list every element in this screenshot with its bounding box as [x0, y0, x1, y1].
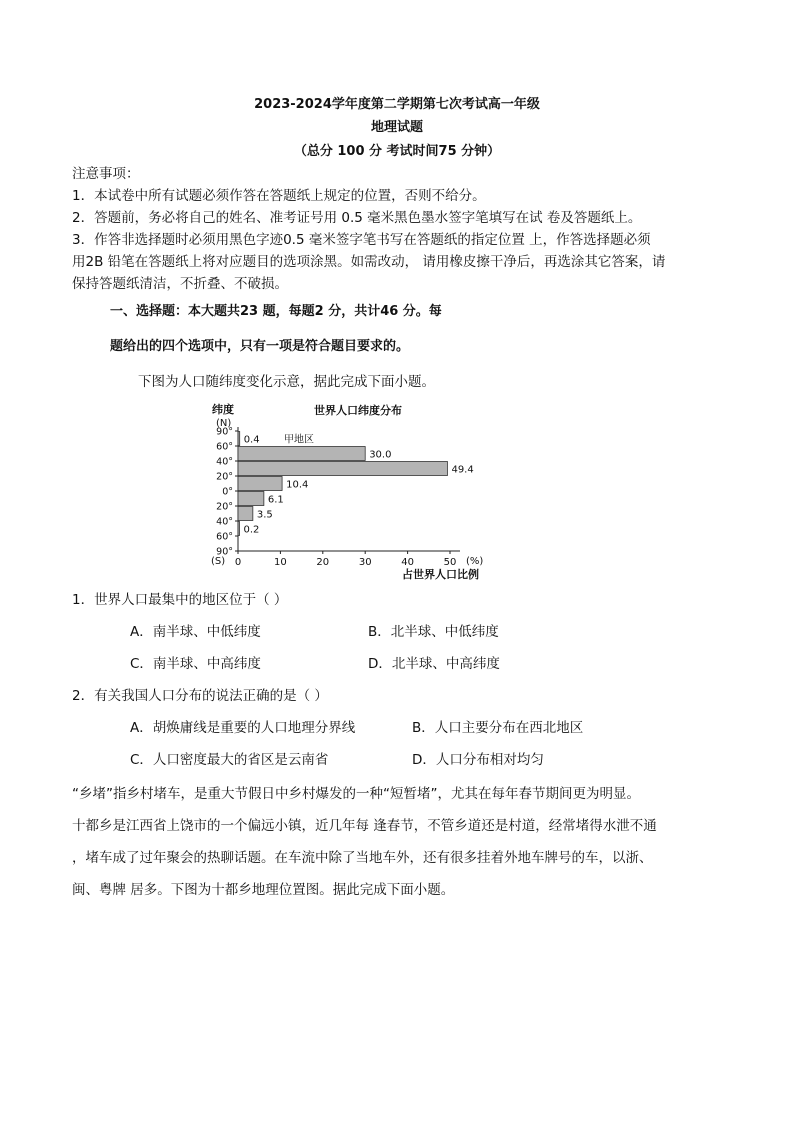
- passage-line: ，堵车成了过年聚会的热聊话题。在车流中除了当地车外，还有很多挂着外地车牌号的车，以浙、: [72, 850, 653, 866]
- question-2-option-b[interactable]: B．人口主要分布在西北地区: [412, 720, 584, 736]
- passage-line: “乡堵”指乡村堵车，是重大节假日中乡村爆发的一种“短暂堵”，尤其在每年春节期间更为明显。: [72, 786, 640, 802]
- bar: [238, 492, 264, 506]
- passage-line: 闽、粤牌 居多。下图为十都乡地理位置图。据此完成下面小题。: [72, 882, 455, 898]
- bar: [238, 447, 365, 461]
- lat-tick-label: 0°: [222, 486, 233, 498]
- x-tick-label: 40: [401, 557, 414, 568]
- bar-value-label: 49.4: [451, 464, 474, 476]
- question-2-stem: 2．有关我国人口分布的说法正确的是（ ）: [72, 688, 328, 704]
- question-1-option-a[interactable]: A．南半球、中低纬度: [130, 624, 261, 640]
- bar-value-label: 0.4: [243, 434, 260, 446]
- chart-title: 世界人口纬度分布: [314, 404, 402, 417]
- lat-tick-label: 90°: [216, 426, 233, 438]
- x-axis-label: 占世界人口比例: [402, 568, 479, 581]
- bar: [238, 432, 240, 446]
- lat-tick-label: 40°: [216, 456, 233, 468]
- y-axis-label: 纬度: [212, 403, 234, 416]
- question-2-option-d[interactable]: D．人口分布相对均匀: [412, 752, 544, 768]
- note-item: 用2B 铅笔在答题纸上将对应题目的选项涂黑。如需改动， 请用橡皮擦干净后，再选涂其它答案，请: [72, 254, 666, 270]
- exam-title: 2023-2024学年度第二学期第七次考试高一年级: [254, 97, 540, 112]
- note-item: 保持答题纸清洁，不折叠、不破损。: [72, 276, 288, 292]
- bar-value-label: 10.4: [286, 479, 309, 491]
- question-2-option-a[interactable]: A．胡焕庸线是重要的人口地理分界线: [130, 720, 356, 736]
- bar: [238, 522, 240, 536]
- bar-value-label: 30.0: [369, 449, 392, 461]
- population-latitude-chart: [200, 396, 500, 588]
- lat-tick-label: 90°: [216, 546, 233, 558]
- x-tick-label: 30: [358, 557, 372, 568]
- chart-intro: 下图为人口随纬度变化示意，据此完成下面小题。: [138, 374, 435, 390]
- lat-tick-label: 40°: [216, 516, 233, 528]
- x-axis-unit: (%): [466, 556, 484, 567]
- section-heading: 一、选择题：本大题共23 题，每题2 分，共计46 分。每: [110, 304, 442, 319]
- y-axis-unit-south: (S): [211, 556, 226, 567]
- bar-value-label: 0.2: [243, 524, 260, 536]
- lat-tick-label: 60°: [216, 441, 233, 453]
- lat-tick-label: 20°: [216, 501, 233, 513]
- question-1-option-c[interactable]: C．南半球、中高纬度: [130, 656, 261, 672]
- bar: [238, 462, 447, 476]
- section-heading-cont: 题给出的四个选项中，只有一项是符合题目要求的。: [110, 339, 410, 354]
- x-tick-label: 20: [316, 557, 330, 568]
- bar: [238, 477, 282, 491]
- exam-meta: （总分 100 分 考试时间75 分钟）: [293, 144, 501, 159]
- question-1-option-d[interactable]: D．北半球、中高纬度: [368, 656, 500, 672]
- region-annotation: 甲地区: [284, 434, 314, 446]
- x-tick-label: 0: [234, 557, 242, 568]
- bar: [238, 507, 253, 521]
- lat-tick-label: 60°: [216, 531, 233, 543]
- note-item: 1．本试卷中所有试题必须作答在答题纸上规定的位置，否则不给分。: [72, 188, 486, 204]
- question-2-option-c[interactable]: C．人口密度最大的省区是云南省: [130, 752, 329, 768]
- subject-title: 地理试题: [370, 120, 423, 135]
- note-item: 3．作答非选择题时必须用黑色字迹0.5 毫米签字笔书写在答题纸的指定位置 上，作答选择题必须: [72, 232, 651, 248]
- bar-value-label: 3.5: [256, 509, 273, 521]
- bar-value-label: 6.1: [267, 494, 284, 506]
- x-tick-label: 50: [443, 557, 457, 568]
- question-1-option-b[interactable]: B．北半球、中低纬度: [368, 624, 499, 640]
- passage-line: 十都乡是江西省上饶市的一个偏远小镇，近几年每 逢春节，不管乡道还是村道，经常堵得水泄不通: [72, 818, 657, 834]
- notes-heading: 注意事项：: [72, 166, 140, 182]
- question-1-stem: 1．世界人口最集中的地区位于（ ）: [72, 592, 288, 608]
- y-axis-unit-north: (N): [216, 418, 232, 429]
- lat-tick-label: 20°: [216, 471, 233, 483]
- x-tick-label: 10: [274, 557, 287, 568]
- note-item: 2．答题前，务必将自己的姓名、准考证号用 0.5 毫米黑色墨水签字笔填写在试 卷及答题纸上。: [72, 210, 642, 226]
